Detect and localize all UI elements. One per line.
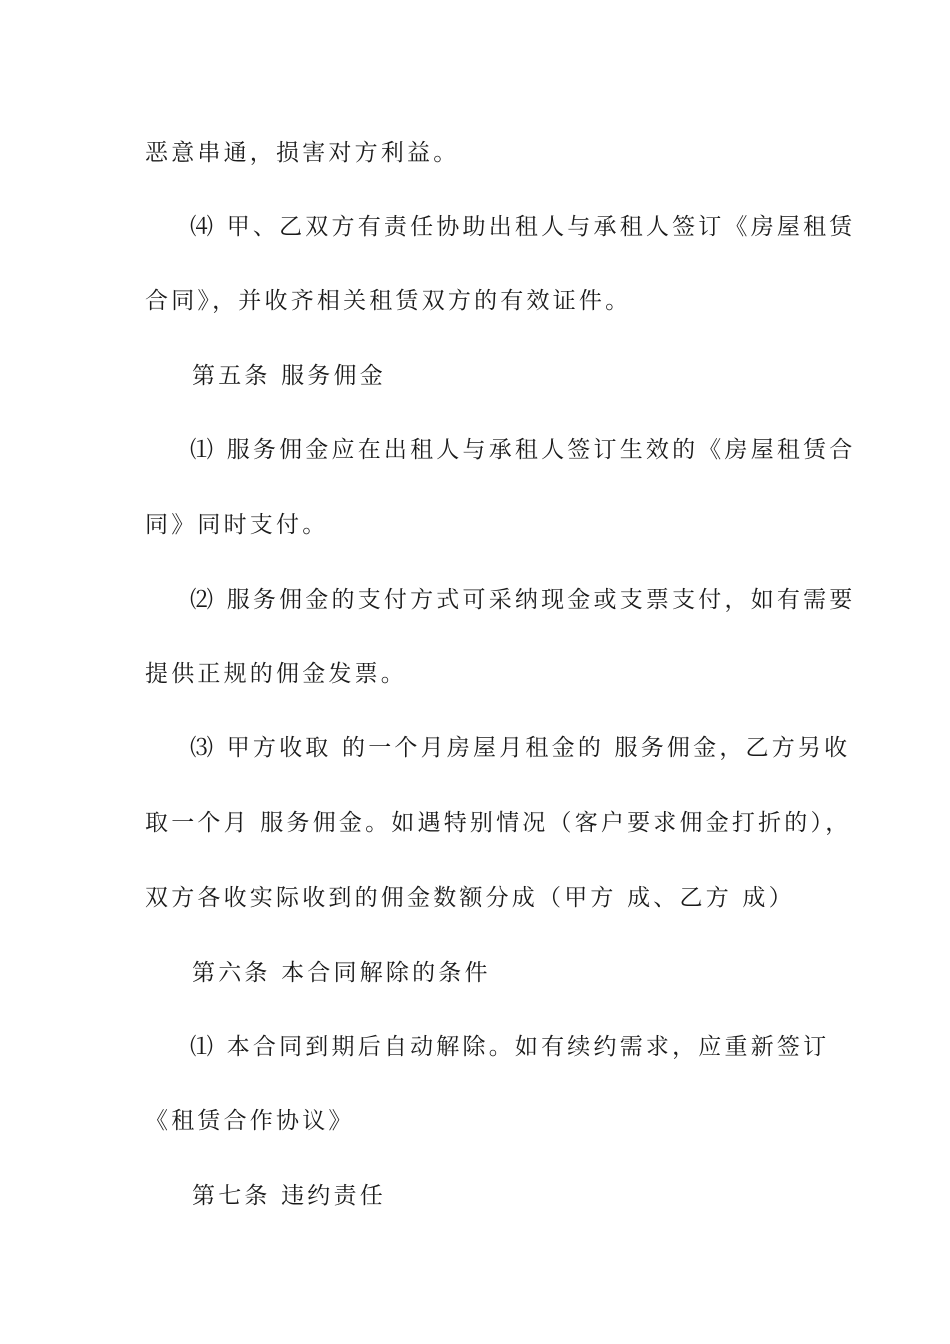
paragraph-line: 恶意串通，损害对方利益。 xyxy=(145,140,460,166)
paragraph-line: 合同》，并收齐相关租赁双方的有效证件。 xyxy=(145,288,632,314)
paragraph-line: 取一个月 服务佣金。如遇特别情况（客户要求佣金打折的）， xyxy=(145,810,852,836)
paragraph-line: ⑶ 甲方收取 的一个月房屋月租金的 服务佣金，乙方另收 xyxy=(190,735,851,761)
section-heading: 第七条 违约责任 xyxy=(192,1183,386,1209)
section-heading: 第五条 服务佣金 xyxy=(192,363,386,389)
paragraph-line: ⑷ 甲、乙双方有责任协助出租人与承租人签订《房屋租赁 xyxy=(190,214,856,240)
paragraph-line: ⑴ 服务佣金应在出租人与承租人签订生效的《房屋租赁合 xyxy=(190,437,856,463)
paragraph-line: 提供正规的佣金发票。 xyxy=(145,661,407,687)
section-heading: 第六条 本合同解除的条件 xyxy=(192,960,491,986)
paragraph-line: 《租赁合作协议》 xyxy=(145,1108,355,1134)
paragraph-line: ⑵ 服务佣金的支付方式可采纳现金或支票支付，如有需要 xyxy=(190,587,856,613)
paragraph-line: 同》同时支付。 xyxy=(145,512,329,538)
paragraph-line: 双方各收实际收到的佣金数额分成（甲方 成、乙方 成） xyxy=(145,885,795,911)
paragraph-line: ⑴ 本合同到期后自动解除。如有续约需求，应重新签订 xyxy=(190,1034,830,1060)
